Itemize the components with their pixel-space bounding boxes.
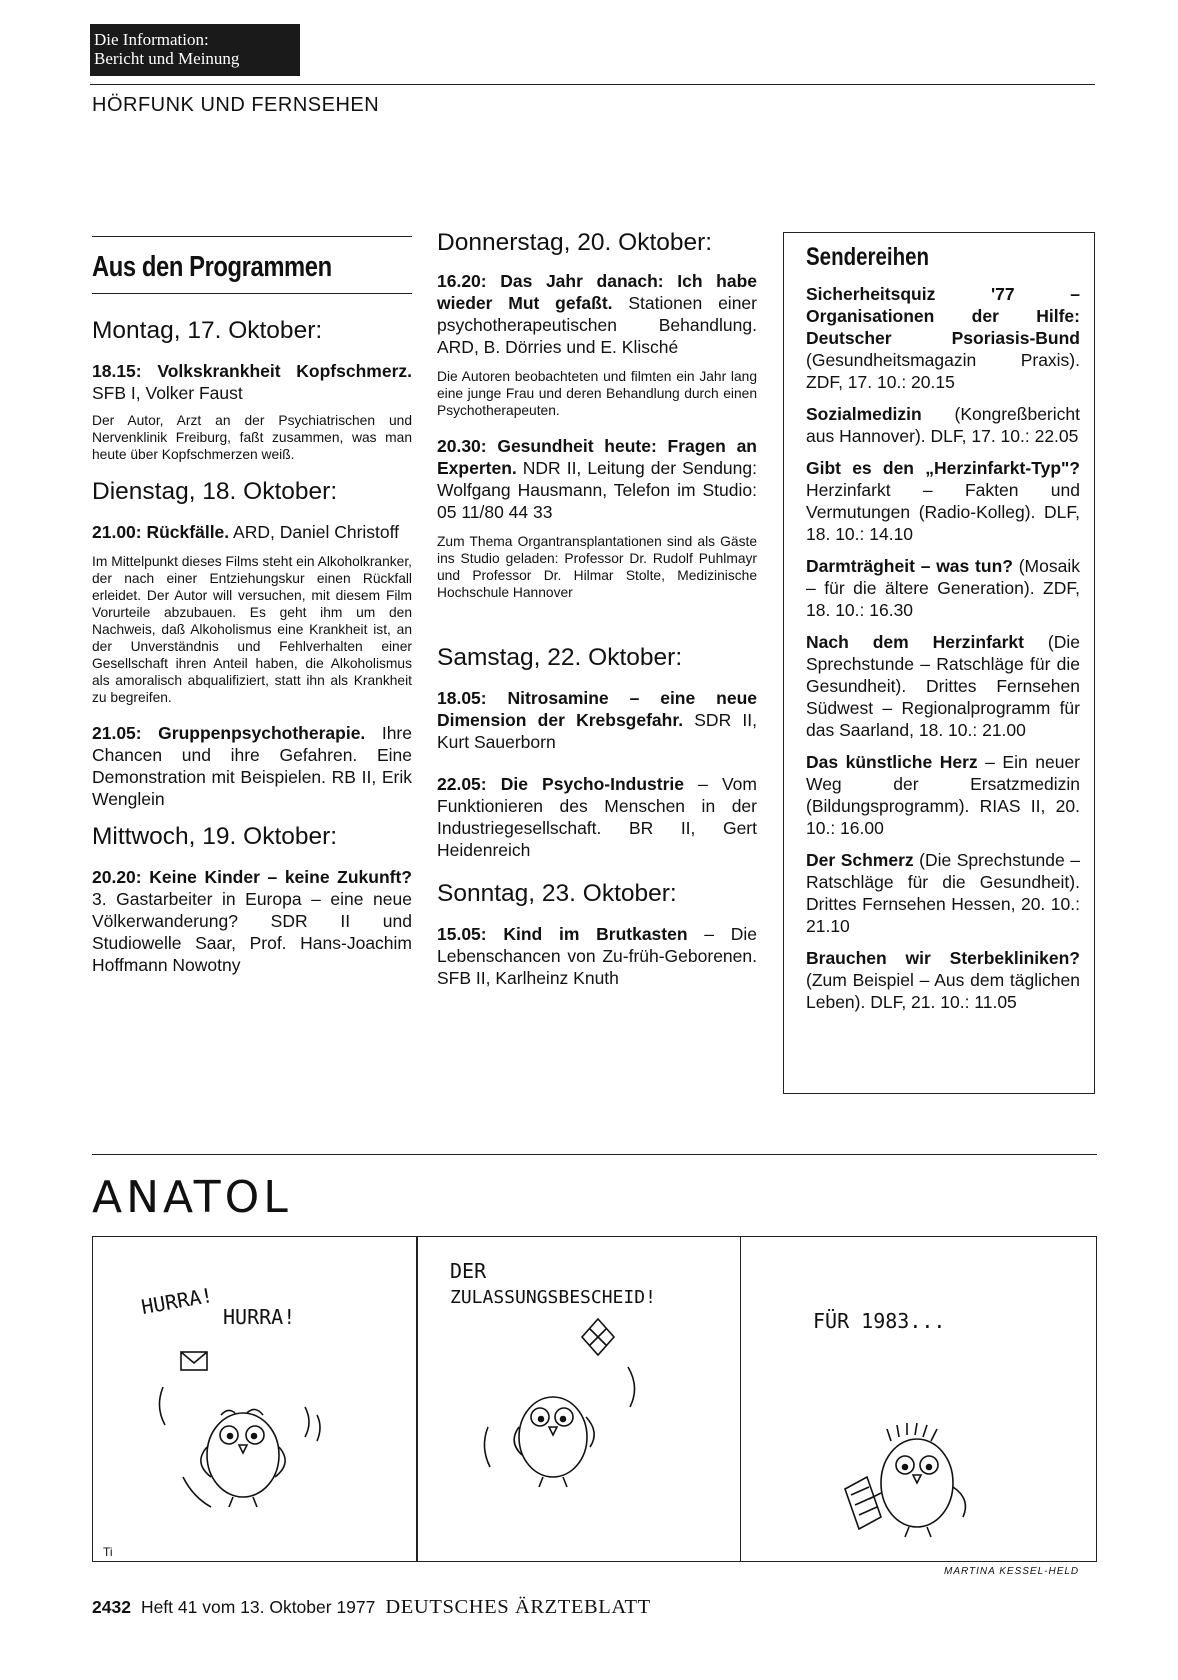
entry-title: 21.05: Gruppenpsychotherapie. [92, 723, 366, 743]
day-heading-sunday: Sonntag, 23. Oktober: [437, 880, 677, 907]
program-entry [437, 923, 757, 989]
page-number: 2432 [92, 1597, 131, 1617]
sendereihe-item [806, 849, 1080, 937]
entry-title: 21.00: Rückfälle. [92, 522, 230, 542]
speech-line-1: FÜR 1983... [813, 1309, 946, 1333]
sendereihe-item [806, 403, 1080, 447]
program-entry [437, 435, 757, 523]
cartoon-artist-signature: MARTINA KESSEL-HELD [944, 1566, 1080, 1577]
programs-title: Aus den Programmen [92, 251, 332, 283]
sendereihe-title: Das künstliche Herz [806, 752, 978, 772]
sendereihe-item [806, 631, 1080, 741]
sendereihe-item [806, 283, 1080, 393]
day-heading-saturday: Samstag, 22. Oktober: [437, 644, 683, 671]
entry-title: 18.05: Nitrosamine – eine neue Dimension der Krebsgefahr. [437, 688, 757, 730]
speech-line-2: HURRA! [223, 1305, 296, 1329]
program-entry [437, 773, 757, 861]
sendereihe-item [806, 555, 1080, 621]
sendereihe-title: Der Schmerz [806, 850, 914, 870]
sendereihe-title: Gibt es den „Herzinfarkt-Typ"? [806, 458, 1080, 478]
program-entry [437, 270, 757, 358]
entry-details: Ihre Chancen und ihre Gefahren. Eine Demonstration mit Beispielen. RB II, Erik Wenglein [92, 723, 412, 809]
day-heading-thursday: Donnerstag, 20. Oktober: [437, 229, 713, 256]
section-title: HÖRFUNK UND FERNSEHEN [92, 94, 380, 116]
masthead-line-2: Bericht und Meinung [94, 49, 240, 68]
cartoon-panel-3 [741, 1236, 1097, 1562]
sendereihe-title: Sozialmedizin [806, 404, 922, 424]
sendereihen-box [783, 232, 1095, 1094]
entry-title: 16.20: Das Jahr danach: Ich habe wieder Mut gefaßt. [437, 271, 757, 313]
entry-details: 3. Gastarbeiter in Europa – eine neue Völkerwanderung? SDR II und Studiowelle Saar, Prof. Hans-Joachim Hoffmann Nowotny [92, 889, 412, 975]
sendereihe-details: (Gesundheitsmagazin Praxis). ZDF, 17. 10.: 20.15 [806, 350, 1080, 392]
title-rule-top [92, 236, 412, 237]
sendereihe-details: (Die Sprechstunde – Ratschläge für die Gesundheit). Drittes Fernsehen Südwest – Regionalprogramm für das Saarland, 18. 10.: 21.00 [806, 632, 1080, 740]
entry-title: 18.15: Volkskrankheit Kopfschmerz. [92, 361, 412, 381]
sendereihe-title: Sicherheitsquiz '77 – Organisationen der Hilfe: Deutscher Psoriasis-Bund [806, 284, 1080, 348]
sendereihe-title: Darmträgheit – was tun? [806, 556, 1013, 576]
program-entry [92, 521, 412, 543]
sendereihe-title: Nach dem Herzinfarkt [806, 632, 1024, 652]
issue-info: Heft 41 vom 13. Oktober 1977 [140, 1597, 376, 1617]
cartoon-panel-1 [92, 1236, 417, 1562]
day-heading-wednesday: Mittwoch, 19. Oktober: [92, 823, 338, 850]
entry-title: 20.20: Keine Kinder – keine Zukunft? [92, 867, 412, 887]
page-footer [92, 1596, 651, 1619]
magazine-name: DEUTSCHES ÄRZTEBLATT [385, 1596, 651, 1618]
day-heading-tuesday: Dienstag, 18. Oktober: [92, 478, 338, 505]
entry-details: – Die Lebenschancen von Zu-früh-Geborenen. SFB II, Karlheinz Knuth [437, 924, 758, 988]
program-note: Zum Thema Organtransplantationen sind als Gäste ins Studio geladen: Professor Dr. Rudolf Puhlmayr und Professor Dr. Hilmar Stolte, Medizinische Hochschule Hannover [437, 534, 757, 600]
owl-with-letter-illustration [418, 1237, 742, 1563]
owl-reading-letter-illustration [741, 1237, 1097, 1563]
sendereihe-item [806, 457, 1080, 545]
entry-title: 15.05: Kind im Brutkasten [437, 924, 688, 944]
program-note: Die Autoren beobachteten und filmten ein Jahr lang eine junge Frau und deren Behandlung durch einen Psychotherapeuten. [437, 369, 757, 418]
masthead-label [90, 24, 300, 76]
sendereihen-title: Sendereihen [806, 243, 930, 271]
sendereihe-details: (Die Sprechstunde – Ratschläge für die Gesundheit). Drittes Fernsehen Hessen, 20. 10.: 21.10 [806, 850, 1080, 936]
masthead-line-1: Die Information: [94, 30, 209, 49]
artist-initials: Ti [103, 1545, 113, 1559]
speech-line-1: DER [450, 1259, 487, 1283]
entry-details: SFB I, Volker Faust [92, 383, 243, 403]
program-entry [92, 866, 412, 976]
speech-line-1: HURRA! [139, 1282, 215, 1320]
cartoon-panel-2 [417, 1236, 741, 1562]
sendereihe-details: (Zum Beispiel – Aus dem täglichen Leben). DLF, 21. 10.: 11.05 [806, 970, 1080, 1012]
sendereihe-details: (Kongreßbericht aus Hannover). DLF, 17. 10.: 22.05 [806, 404, 1080, 446]
column-2 [437, 228, 757, 989]
program-entry [437, 687, 757, 753]
program-note: Im Mittelpunkt dieses Films steht ein Alkoholkranker, der nach einer Entziehungskur einen Rückfall erleidet. Der Autor will versuchen, mit diesem Film Vorurteile abzubauen. Es geht ihm um den Nachweis, daß Alkoholismus eine Krankheit ist, an der Unverständnis und Fehlverhalten einer Gesellschaft ihren Anteil haben, die Alkoholismus als amoralisch abqualifiziert, statt ihn als Krankheit zu begreifen. [92, 554, 412, 705]
entry-title: 22.05: Die Psycho-Industrie [437, 774, 685, 794]
owl-with-letter-illustration [93, 1237, 418, 1563]
sendereihen-list [806, 283, 1080, 1013]
column-1 [92, 236, 412, 976]
sendereihe-details: – Ein neuer Weg der Ersatzmedizin (Bildungsprogramm). RIAS II, 20. 10.: 16.00 [806, 752, 1080, 838]
day-heading-monday: Montag, 17. Oktober: [92, 317, 323, 344]
cartoon-rule [92, 1154, 1097, 1155]
header-rule [90, 84, 1095, 85]
sendereihe-item [806, 751, 1080, 839]
entry-details: Stationen einer psychotherapeutischen Behandlung. ARD, B. Dörries und E. Klisché [437, 293, 757, 357]
sendereihe-details: (Mosaik – für die ältere Generation). ZDF, 18. 10.: 16.30 [806, 556, 1080, 620]
sendereihe-details: Herzinfarkt – Fakten und Vermutungen (Radio-Kolleg). DLF, 18. 10.: 14.10 [806, 480, 1080, 544]
title-rule-bottom [92, 293, 412, 294]
entry-title: 20.30: Gesundheit heute: Fragen an Experten. [437, 436, 757, 478]
cartoon-title: ANATOL [92, 1172, 292, 1223]
program-entry [92, 360, 412, 404]
sendereihe-title: Brauchen wir Sterbekliniken? [806, 948, 1080, 968]
entry-details: SDR II, Kurt Sauerborn [437, 710, 757, 752]
program-entry [92, 722, 412, 810]
entry-details: NDR II, Leitung der Sendung: Wolfgang Hausmann, Telefon im Studio: 05 11/80 44 33 [437, 458, 757, 522]
program-note: Der Autor, Arzt an der Psychiatrischen und Nervenklinik Freiburg, faßt zusammen, was man heute über Kopfschmerzen weiß. [92, 413, 412, 462]
entry-details: – Vom Funktionieren des Menschen in der Industriegesellschaft. BR II, Gert Heidenreich [437, 774, 757, 860]
sendereihe-item [806, 947, 1080, 1013]
entry-details: ARD, Daniel Christoff [229, 522, 400, 542]
speech-line-2: ZULASSUNGSBESCHEID! [450, 1287, 656, 1308]
